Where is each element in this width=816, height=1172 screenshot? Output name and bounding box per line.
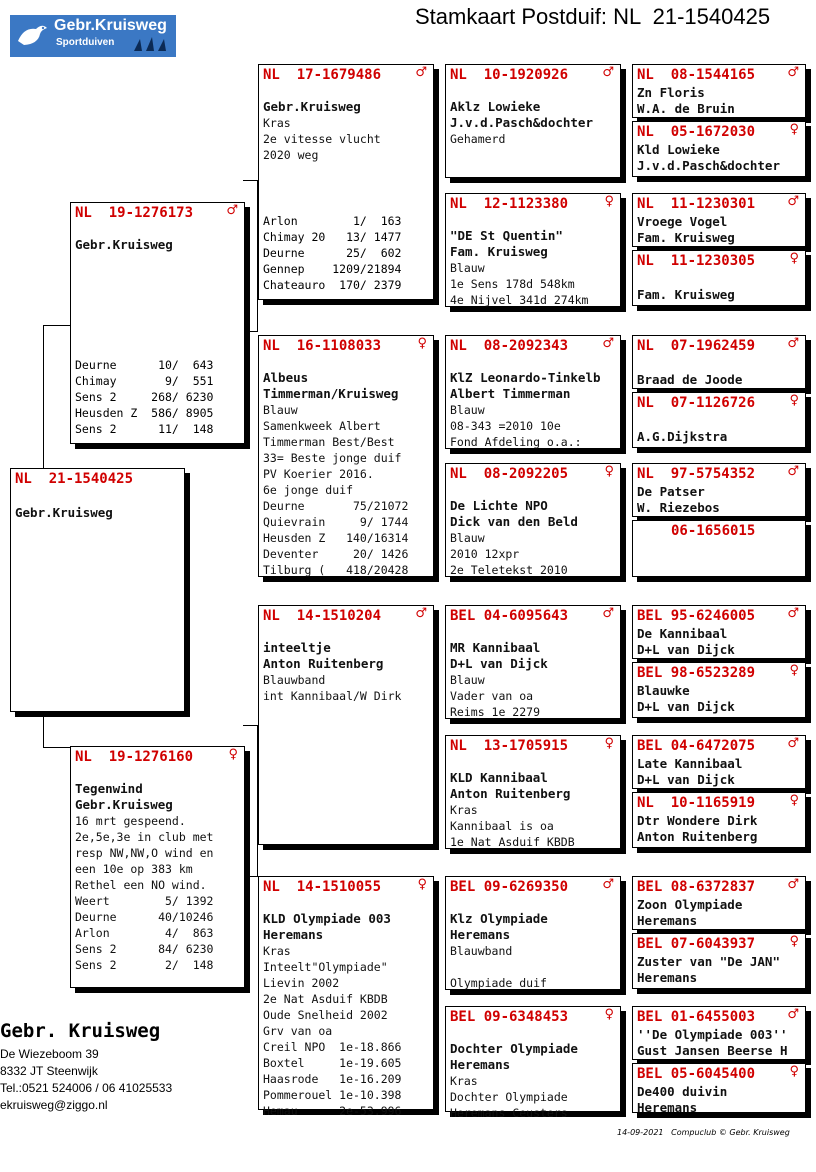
pigeon-name-line: Fam. Kruisweg xyxy=(450,244,548,259)
pigeon-name-line: J.v.d.Pasch&dochter xyxy=(637,158,780,173)
pigeon-name-line: Kld Lowieke xyxy=(637,142,720,157)
pigeon-card-ff[interactable] xyxy=(258,64,434,300)
female-icon: ♀ xyxy=(604,1007,614,1022)
owner-phone: Tel.:0521 524006 / 06 41025533 xyxy=(0,1081,173,1095)
pigeon-name-line: J.v.d.Pasch&dochter xyxy=(450,115,593,130)
pigeon-note-line: Heremans Ceusters xyxy=(450,1106,568,1120)
pigeon-note-line: 2e vitesse vlucht xyxy=(263,132,381,146)
female-icon: ♀ xyxy=(604,194,614,209)
ring-number: NL 12-1123380 xyxy=(450,196,569,212)
pigeon-name-line: Klz Olympiade xyxy=(450,911,548,926)
pigeon-note-line: Blauw xyxy=(263,403,298,417)
pigeon-note-line: Weert 5/ 1392 xyxy=(75,894,214,908)
pigeon-note-line: Dochter Olympiade xyxy=(450,1090,568,1104)
pigeon-note-line: Vader van oa xyxy=(450,689,534,703)
ring-number: BEL 01-6455003 xyxy=(637,1009,756,1025)
birds-icon xyxy=(132,33,172,55)
footer: 14-09-2021 Compuclub © Gebr. Kruisweg xyxy=(617,1128,790,1137)
ring-number: BEL 09-6348453 xyxy=(450,1009,569,1025)
pigeon-note-line: Inteelt"Olympiade" xyxy=(263,960,388,974)
pigeon-name-line: Anton Ruitenberg xyxy=(450,786,571,801)
female-icon: ♀ xyxy=(789,251,799,266)
pigeon-note-line: 33= Beste jonge duif xyxy=(263,451,402,465)
pigeon-name-line: De Patser xyxy=(637,484,705,499)
pigeon-name-line: Gebr.Kruisweg xyxy=(15,505,113,520)
pigeon-name-line: Zoon Olympiade xyxy=(637,897,743,912)
male-icon: ♂ xyxy=(226,203,238,218)
ring-number: NL 19-1276160 xyxy=(75,749,194,765)
pigeon-card-g1a[interactable] xyxy=(632,64,806,118)
ring-number: NL 16-1108033 xyxy=(263,338,382,354)
pigeon-note-line: Samenkweek Albert xyxy=(263,419,381,433)
pigeon-card-g4b[interactable] xyxy=(632,520,806,577)
pigeon-name-line: Heremans xyxy=(637,970,698,985)
pigeon-name-line: D+L van Dijck xyxy=(637,642,735,657)
pigeon-name-line: Heremans xyxy=(450,1057,511,1072)
pigeon-note-line: een 10e op 383 km xyxy=(75,862,193,876)
pigeon-name-line: Albeus xyxy=(263,370,309,385)
pigeon-name-line: Gebr.Kruisweg xyxy=(75,237,173,252)
pigeon-name-line: Anton Ruitenberg xyxy=(263,656,384,671)
ring-number: NL 14-1510204 xyxy=(263,608,382,624)
pigeon-name-line: Dick van den Beld xyxy=(450,514,578,529)
pigeon-note-line: Deurne 75/21072 xyxy=(263,499,409,513)
pigeon-name-line: D+L van Dijck xyxy=(450,656,548,671)
pigeon-note-line: Arlon 4/ 863 xyxy=(75,926,214,940)
ring-number: NL 21-1540425 xyxy=(15,471,134,487)
pigeon-name-line: D+L van Dijck xyxy=(637,772,735,787)
pigeon-card-ffm[interactable] xyxy=(445,193,621,307)
pigeon-note-line: 6e jonge duif xyxy=(263,483,354,497)
male-icon: ♂ xyxy=(602,336,614,351)
male-icon: ♂ xyxy=(415,65,427,80)
pigeon-note-line: 08-343 =2010 10e xyxy=(450,419,561,433)
pigeon-note-line: Haasrode 1e-16.209 xyxy=(263,1072,402,1086)
pigeon-name-line: Braad de Joode xyxy=(637,372,743,387)
pigeon-card-mm[interactable] xyxy=(258,876,434,1118)
pigeon-note-line: Sens 2 84/ 6230 xyxy=(75,942,214,956)
ring-number: NL 10-1920926 xyxy=(450,67,569,83)
pigeon-name-line: MR Kannibaal xyxy=(450,640,541,655)
female-icon: ♀ xyxy=(789,1064,799,1079)
pigeon-name-line: A.G.Dijkstra xyxy=(637,429,728,444)
pigeon-note-line: Tilburg ( 418/20428 xyxy=(263,563,409,577)
result-line: Chateauro 170/ 2379 xyxy=(263,278,402,292)
pigeon-note-line: Gehamerd xyxy=(450,132,506,146)
pigeon-note-line: Sens 2 2/ 148 xyxy=(75,958,214,972)
female-icon: ♀ xyxy=(789,793,799,808)
pigeon-name-line: inteeltje xyxy=(263,640,331,655)
female-icon: ♀ xyxy=(789,393,799,408)
pigeon-icon xyxy=(14,19,50,53)
pigeon-card-g2a[interactable] xyxy=(632,193,806,247)
connector xyxy=(243,180,258,332)
ring-number: NL 19-1276173 xyxy=(75,205,194,221)
male-icon: ♂ xyxy=(787,336,799,351)
pigeon-name-line: Fam. Kruisweg xyxy=(637,230,735,245)
pigeon-name-line: Timmerman/Kruisweg xyxy=(263,386,399,401)
owner-email: ekruisweg@ziggo.nl xyxy=(0,1098,108,1112)
pigeon-note-line: Kannibaal is oa xyxy=(450,819,554,833)
ring-number: NL 08-2092205 xyxy=(450,466,569,482)
pigeon-name-line: Zuster van "De JAN" xyxy=(637,954,780,969)
result-line: Sens 2 268/ 6230 xyxy=(75,390,214,404)
pigeon-note-line: Blauwband xyxy=(263,673,326,687)
pigeon-name-line: Aklz Lowieke xyxy=(450,99,541,114)
pigeon-card-g1b[interactable] xyxy=(632,121,806,177)
pigeon-note-line: Deurne 40/10246 xyxy=(75,910,214,924)
pigeon-note-line: PV Koerier 2016. xyxy=(263,467,374,481)
pigeon-name-line: KLD Olympiade 003 xyxy=(263,911,391,926)
female-icon: ♀ xyxy=(417,336,427,351)
pigeon-card-mff[interactable] xyxy=(445,605,621,719)
pigeon-card-g2b[interactable] xyxy=(632,250,806,306)
male-icon: ♂ xyxy=(787,606,799,621)
ring-number: NL 08-2092343 xyxy=(450,338,569,354)
female-icon: ♀ xyxy=(604,736,614,751)
connector xyxy=(243,725,258,877)
female-icon: ♀ xyxy=(417,877,427,892)
ring-number: NL 97-5754352 xyxy=(637,466,756,482)
pigeon-note-line: Blauw xyxy=(450,531,485,545)
pigeon-name-line: Zn Floris xyxy=(637,85,705,100)
pigeon-note-line: Blauwband xyxy=(450,944,513,958)
pigeon-name-line: Dochter Olympiade xyxy=(450,1041,578,1056)
pigeon-note-line: Lievin 2002 xyxy=(263,976,340,990)
result-line: Sens 2 11/ 148 xyxy=(75,422,214,436)
pigeon-name-line: Late Kannibaal xyxy=(637,756,743,771)
result-line: Chimay 9/ 551 xyxy=(75,374,214,388)
pigeon-card-mmf[interactable] xyxy=(445,876,621,990)
pigeon-card-g6b[interactable] xyxy=(632,792,806,848)
ring-number: BEL 04-6472075 xyxy=(637,738,756,754)
pigeon-note-line: 1e Sens 178d 548km xyxy=(450,277,575,291)
pigeon-note-line: 4e Nijvel 341d 274km xyxy=(450,293,589,307)
pigeon-note-line: 2e,5e,3e in club met xyxy=(75,830,214,844)
pigeon-card-mf[interactable] xyxy=(258,605,434,845)
pigeon-note-line: 1e Nat Asduif KBDB xyxy=(450,835,575,849)
ring-number: NL 08-1544165 xyxy=(637,67,756,83)
pigeon-note-line: Kras xyxy=(450,1074,478,1088)
female-icon: ♀ xyxy=(789,663,799,678)
pigeon-note-line: Hemau 2e-53.996 xyxy=(263,1104,402,1118)
ring-number: BEL 08-6372837 xyxy=(637,879,756,895)
pigeon-name-line: Albert Timmerman xyxy=(450,386,571,401)
female-icon: ♀ xyxy=(789,934,799,949)
pigeon-note-line: 2e Teletekst 2010 xyxy=(450,563,568,577)
ring-number: NL 07-1126726 xyxy=(637,395,756,411)
ring-number: NL 10-1165919 xyxy=(637,795,756,811)
pigeon-name-line: Heremans xyxy=(637,913,698,928)
pigeon-card-subject[interactable] xyxy=(10,468,185,712)
pigeon-note-line: Deventer 20/ 1426 xyxy=(263,547,409,561)
pigeon-note-line: Kras xyxy=(263,944,291,958)
pigeon-name-line: Gebr.Kruisweg xyxy=(263,99,361,114)
pigeon-name-line: De400 duivin xyxy=(637,1084,728,1099)
result-line: Deurne 25/ 602 xyxy=(263,246,402,260)
ring-number: NL 07-1962459 xyxy=(637,338,756,354)
pigeon-note-line: Reims 1e 2279 xyxy=(450,705,541,719)
male-icon: ♂ xyxy=(787,464,799,479)
pigeon-name-line: KLD Kannibaal xyxy=(450,770,548,785)
pigeon-name-line: Vroege Vogel xyxy=(637,214,728,229)
pigeon-name-line: Fam. Kruisweg xyxy=(637,287,735,302)
ring-number: BEL 95-6246005 xyxy=(637,608,756,624)
pigeon-card-g4a[interactable] xyxy=(632,463,806,517)
male-icon: ♂ xyxy=(787,194,799,209)
pigeon-card-g6a[interactable] xyxy=(632,735,806,789)
pigeon-card-fmm[interactable] xyxy=(445,463,621,577)
pigeon-card-mmm[interactable] xyxy=(445,1006,621,1120)
pigeon-name-line: Heremans xyxy=(263,927,324,942)
pigeon-note-line: Fond Afdeling o.a.: xyxy=(450,435,582,449)
pigeon-name-line: KlZ Leonardo-Tinkelb xyxy=(450,370,601,385)
ring-number: BEL 98-6523289 xyxy=(637,665,756,681)
result-line: Deurne 10/ 643 xyxy=(75,358,214,372)
pigeon-note-line: Heusden Z 140/16314 xyxy=(263,531,409,545)
pigeon-card-g5a[interactable] xyxy=(632,605,806,659)
pigeon-card-mother[interactable] xyxy=(70,746,245,988)
pigeon-note-line: Rethel een NO wind. xyxy=(75,878,207,892)
pigeon-name-line: Gebr.Kruisweg xyxy=(75,797,173,812)
male-icon: ♂ xyxy=(602,65,614,80)
ring-number: 06-1656015 xyxy=(671,523,756,539)
pigeon-note-line: int Kannibaal/W Dirk xyxy=(263,689,402,703)
pigeon-name-line: Dtr Wondere Dirk xyxy=(637,813,758,828)
pigeon-card-fm[interactable] xyxy=(258,335,434,577)
owner-block xyxy=(0,1020,172,1114)
pigeon-note-line: Kras xyxy=(263,116,291,130)
pigeon-note-line: Grv van oa xyxy=(263,1024,333,1038)
pigeon-card-g5b[interactable] xyxy=(632,662,806,718)
pigeon-card-father[interactable] xyxy=(70,202,245,444)
ring-number: BEL 09-6269350 xyxy=(450,879,569,895)
owner-name: Gebr. Kruisweg xyxy=(0,1020,161,1042)
pigeon-note-line: Blauw xyxy=(450,261,485,275)
female-icon: ♀ xyxy=(604,464,614,479)
pigeon-note-line: Timmerman Best/Best xyxy=(263,435,395,449)
ring-number: NL 13-1705915 xyxy=(450,738,569,754)
ring-number: BEL 04-6095643 xyxy=(450,608,569,624)
pigeon-note-line: Blauw xyxy=(450,403,485,417)
ring-number: NL 14-1510055 xyxy=(263,879,382,895)
pigeon-name-line: Blauwke xyxy=(637,683,690,698)
ring-number: BEL 07-6043937 xyxy=(637,936,756,952)
male-icon: ♂ xyxy=(602,606,614,621)
pigeon-note-line: Blauw xyxy=(450,673,485,687)
pigeon-card-g8a[interactable] xyxy=(632,1006,806,1060)
pigeon-name-line: ''De Olympiade 003'' xyxy=(637,1027,788,1042)
ring-number: NL 11-1230301 xyxy=(637,196,756,212)
female-icon: ♀ xyxy=(789,122,799,137)
connector xyxy=(43,712,71,748)
ring-number: BEL 05-6045400 xyxy=(637,1066,756,1082)
female-icon: ♀ xyxy=(228,747,238,762)
pigeon-name-line: W.A. de Bruin xyxy=(637,101,735,116)
pigeon-name-line: D+L van Dijck xyxy=(637,699,735,714)
pigeon-name-line: De Lichte NPO xyxy=(450,498,548,513)
pigeon-card-g7a[interactable] xyxy=(632,876,806,930)
pigeon-note-line: Pommerouel 1e-10.398 xyxy=(263,1088,402,1102)
ring-number: NL 17-1679486 xyxy=(263,67,382,83)
logo xyxy=(10,15,176,57)
result-line: Arlon 1/ 163 xyxy=(263,214,402,228)
ring-number: NL 11-1230305 xyxy=(637,253,756,269)
pigeon-name-line: De Kannibaal xyxy=(637,626,728,641)
result-line: Chimay 20 13/ 1477 xyxy=(263,230,402,244)
male-icon: ♂ xyxy=(787,1007,799,1022)
pigeon-name-line: W. Riezebos xyxy=(637,500,720,515)
pigeon-card-g8b[interactable] xyxy=(632,1063,806,1113)
pigeon-card-g7b[interactable] xyxy=(632,933,806,989)
result-line: Gennep 1209/21894 xyxy=(263,262,402,276)
owner-city: 8332 JT Steenwijk xyxy=(0,1064,98,1078)
pigeon-note-line: 2010 12xpr xyxy=(450,547,520,561)
pigeon-name-line: Anton Ruitenberg xyxy=(637,829,758,844)
pigeon-note-line: 2020 weg xyxy=(263,148,319,162)
ring-number: NL 05-1672030 xyxy=(637,124,756,140)
pigeon-note-line: Oude Snelheid 2002 xyxy=(263,1008,388,1022)
connector xyxy=(43,325,71,468)
pigeon-note-line: Olympiade duif xyxy=(450,976,547,990)
result-line: Heusden Z 586/ 8905 xyxy=(75,406,214,420)
pigeon-name-line: Gust Jansen Beerse H xyxy=(637,1043,788,1058)
pigeon-name-line: Heremans xyxy=(450,927,511,942)
pigeon-note-line: 2e Nat Asduif KBDB xyxy=(263,992,388,1006)
male-icon: ♂ xyxy=(787,736,799,751)
pigeon-note-line: resp NW,NW,O wind en xyxy=(75,846,214,860)
pigeon-note-line: Kras xyxy=(450,803,478,817)
owner-street: De Wiezeboom 39 xyxy=(0,1047,99,1061)
page-title: Stamkaart Postduif: NL 21-1540425 xyxy=(415,4,771,29)
pigeon-card-g3b[interactable] xyxy=(632,392,806,448)
male-icon: ♂ xyxy=(787,877,799,892)
male-icon: ♂ xyxy=(415,606,427,621)
pigeon-note-line: Boxtel 1e-19.605 xyxy=(263,1056,402,1070)
logo-title: Gebr.Kruisweg xyxy=(54,17,167,34)
male-icon: ♂ xyxy=(787,65,799,80)
pigeon-note-line: Quievrain 9/ 1744 xyxy=(263,515,409,529)
pigeon-card-fff[interactable] xyxy=(445,64,621,178)
logo-subtitle: Sportduiven xyxy=(56,37,115,48)
pigeon-name-line: Heremans xyxy=(637,1100,698,1115)
pigeon-card-fmf[interactable] xyxy=(445,335,621,449)
pigeon-note-line: Creil NPO 1e-18.866 xyxy=(263,1040,402,1054)
pigeon-name-line: Tegenwind xyxy=(75,781,143,796)
pigeon-name-line: "DE St Quentin" xyxy=(450,228,563,243)
pigeon-card-g3a[interactable] xyxy=(632,335,806,389)
pigeon-note-line: 16 mrt gespeend. xyxy=(75,814,186,828)
male-icon: ♂ xyxy=(602,877,614,892)
pigeon-card-mfm[interactable] xyxy=(445,735,621,849)
